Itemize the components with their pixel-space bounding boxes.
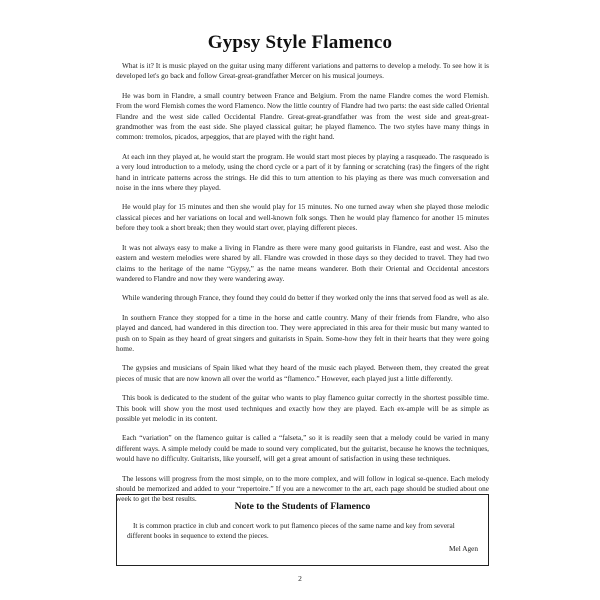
paragraph-9: This book is dedicated to the student of the guitar who wants to play flamenco guitar correctly in the shortest possible time. This book will show you the most used techniques and exactly how they are played. Each ex-ample will be as simple as possible yet melodic in its content.	[116, 393, 489, 423]
note-text: It is common practice in club and concert work to put flamenco pieces of the same name and key from several different books in sequence to extend the pieces.	[127, 521, 455, 541]
paragraph-10: Each “variation” on the flamenco guitar is called a “falseta,” so it is readily seen that a melody could be varied in many different ways. A simple melody could be made to sound very complicated, but the guitarist, because he knows the techniques, would have no difficulty. Guitarists, like yourself, will get a great amount of satisfaction in using these techniques.	[116, 433, 489, 464]
paragraph-6: While wandering through France, they found they could do better if they worked only the inns that served food as well as ale.	[122, 293, 489, 303]
body-text	[116, 61, 489, 514]
paragraph-1: What is it? It is music played on the guitar using many different variations and patterns to develop a melody. To see how it is developed let's go back and follow Great-great-grandfather Mercer on his musical journeys.	[116, 61, 489, 81]
note-box	[116, 494, 489, 566]
note-title: Note to the Students of Flamenco	[234, 501, 371, 512]
note-signature: Mel Agen	[449, 543, 478, 553]
page-number: 2	[298, 574, 302, 583]
paragraph-5: It was not always easy to make a living in Flandre as there were many good guitarists in Flandre, east and west. Also the eastern and western melodies were shared by all. Flandre was crowded in those days so they decided to travel. They had two claims to the heritage of the name “Gypsy,” as the name means wanderer. Both their Oriental and Occidental ancestors wandered to Flandre and now they were wandering away.	[116, 242, 489, 283]
paragraph-3: At each inn they played at, he would start the program. He would start most pieces by playing a rasqueado. The rasqueado is a very loud introduction to a melody, using the chord cycle or a part of it by fanning or scratching (ras) the fingers of the right hand in intricate patterns across the strings. He did this to turn attention to his playing as there was much conversation and noise in the inns where they played.	[116, 151, 489, 193]
paragraph-4: He would play for 15 minutes and then she would play for 15 minutes. No one turned away when she played those melodic classical pieces and her variations on local and well-known folk songs. Then he would play flamenco for another 15 minutes before they took a short break; then they would start over, playing different pieces.	[116, 202, 489, 233]
paragraph-11: The lessons will progress from the most simple, on to the more complex, and will follow in logical se-quence. Each melody should be memorized and added to your “repertoire.” If you are a newcomer to the art, each page should be studied about one week to get the best results.	[116, 473, 489, 504]
paragraph-7: In southern France they stopped for a time in the horse and cattle country. Many of their friends from Flandre, who also played and danced, had wandered in this direction too. They were appreciated in this area for their music but many wanted to push on to Spain as they heard of great singers and guitarists in Spain. Some-how they felt in their hearts that they were going home.	[116, 312, 489, 353]
paragraph-8: The gypsies and musicians of Spain liked what they heard of the music each played. Between them, they created the great pieces of music that are now known all over the world as “flamenco.” However, each played just a little differently.	[116, 363, 489, 383]
paragraph-2: He was born in Flandre, a small country between France and Belgium. From the name Flandre comes the word Flemish. From the word Flemish comes the word Flamenco. Now the little country of Flandre had two parts: the east side called Oriental Flandre and the west side called Occidental Flandre. Great-great-grandfather was from the west side and great-great-grandmother was from the east side. She played classical guitar; he played flamenco. The two styles have many things in common: tremolos, picados, arpeggios, that are played with the right hand.	[116, 90, 489, 142]
page-title: Gypsy Style Flamenco	[207, 32, 393, 53]
